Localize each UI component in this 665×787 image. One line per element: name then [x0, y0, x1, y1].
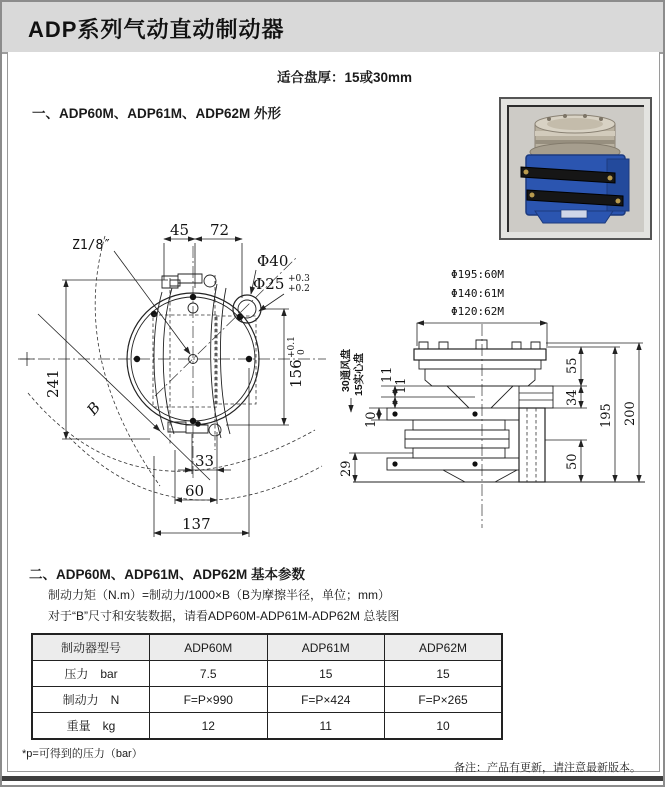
dim-156-tol-bot: 0 — [297, 349, 307, 355]
table-cell: F=P×265 — [385, 687, 503, 713]
table-cell: 7.5 — [150, 661, 268, 687]
bottom-rule — [2, 776, 663, 781]
reference-line: 对于“B”尺寸和安装数据，请看ADP60M-ADP61M-ADP62M 总装图 — [48, 609, 400, 623]
dim-241-value: 241 — [44, 369, 62, 398]
dia-25-tol-top: +0.3 — [288, 274, 310, 284]
table-header-adp60m: ADP60M — [150, 634, 268, 661]
dim-50: 50 — [565, 453, 580, 470]
table-header-row — [32, 634, 502, 661]
page-header — [2, 2, 663, 54]
diameter-labels — [451, 268, 504, 318]
page-title: ADP系列气动直动制动器 — [28, 17, 285, 42]
dim-B-value: B — [83, 398, 105, 419]
dia-25-tol-bot: +0.2 — [288, 284, 310, 294]
dia-label-62m: Φ120:62M — [451, 305, 504, 318]
dims-right — [535, 343, 643, 482]
table-cell: 重量 kg — [32, 713, 150, 740]
table-cell: 制动力 N — [32, 687, 150, 713]
version-remark: 备注：产品有更新，请注意最新版本。 — [454, 762, 641, 774]
table-cell: 11 — [267, 713, 385, 740]
table-cell: 12 — [150, 713, 268, 740]
table-row-pressure — [32, 661, 502, 687]
front-view-drawing — [10, 218, 340, 553]
dim-bottom — [154, 368, 249, 537]
dim-72: 72 — [210, 221, 230, 239]
table-cell: 压力 bar — [32, 661, 150, 687]
disc-note-line2: 15实心盘 — [353, 352, 365, 396]
table-header-model: 制动器型号 — [32, 634, 150, 661]
dim-156-tol-top: +0.1 — [287, 336, 297, 358]
table-header-adp61m: ADP61M — [267, 634, 385, 661]
dim-60: 60 — [185, 482, 205, 500]
disc-thickness-note: 适合盘厚：15或30mm — [277, 70, 413, 85]
product-photo-frame — [499, 97, 652, 240]
table-cell: 15 — [385, 661, 503, 687]
disc-note-line1: 30通风盘 — [340, 348, 352, 392]
dia-25: Φ25 — [253, 275, 285, 293]
table-cell: 15 — [267, 661, 385, 687]
section2-heading: 二、ADP60M、ADP61M、ADP62M 基本参数 — [29, 567, 306, 582]
dim-34: 34 — [565, 389, 580, 406]
dim-195: 195 — [599, 403, 614, 428]
table-row-weight — [32, 713, 502, 740]
dim-156-value: 156 — [287, 359, 305, 388]
dim-29: 29 — [339, 460, 354, 477]
brake-photo-illustration — [509, 107, 644, 232]
product-photo — [507, 105, 644, 232]
disc-type-note — [339, 348, 365, 412]
section1-heading: 一、ADP60M、ADP61M、ADP62M 外形 — [32, 106, 282, 121]
table-cell: 10 — [385, 713, 503, 740]
dia-label-60m: Φ195:60M — [451, 268, 504, 281]
dim-241 — [44, 280, 168, 439]
dim-55: 55 — [565, 357, 580, 374]
dim-top — [164, 221, 242, 298]
side-view-drawing — [335, 240, 660, 535]
dim-10: 10 — [364, 411, 379, 428]
table-row-force — [32, 687, 502, 713]
dim-137: 137 — [182, 515, 211, 533]
spec-table — [31, 633, 503, 740]
table-cell: F=P×424 — [267, 687, 385, 713]
dim-B — [38, 314, 210, 480]
table-cell: F=P×990 — [150, 687, 268, 713]
table-header-adp62m: ADP62M — [385, 634, 503, 661]
dia-40: Φ40 — [257, 252, 289, 270]
dim-11a: 11 — [380, 366, 395, 383]
dim-11b: 11 — [394, 377, 409, 394]
dim-33: 33 — [195, 452, 215, 470]
dim-45: 45 — [170, 221, 190, 239]
pressure-footnote: *p=可得到的压力（bar） — [22, 748, 143, 760]
dim-200: 200 — [623, 401, 638, 426]
thread-label: Z1/8″ — [72, 238, 112, 253]
torque-formula: 制动力矩（N.m）=制动力/1000×B（B为摩擦半径，单位；mm） — [48, 588, 391, 602]
dia-label-61m: Φ140:61M — [451, 287, 504, 300]
